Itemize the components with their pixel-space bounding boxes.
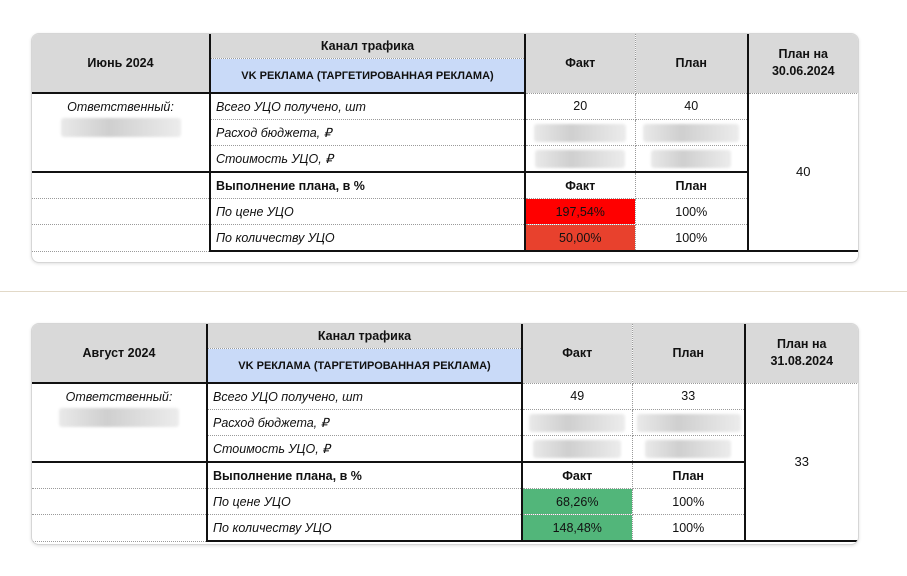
redacted-name (59, 408, 179, 427)
empty-cell (32, 489, 207, 515)
plan-on-label: План на (778, 47, 828, 62)
plan-date-header (745, 324, 858, 383)
period-title: Июнь 2024 (32, 34, 210, 93)
performance-header: Выполнение плана, в % (207, 462, 522, 489)
plan-value-redacted (635, 146, 748, 173)
perf-fact-value: 68,26% (522, 489, 632, 515)
perf-fact-header: Факт (522, 462, 632, 489)
report-card-june (31, 33, 859, 263)
plan-value-redacted (632, 410, 745, 436)
perf-fact-header: Факт (525, 172, 635, 199)
plan-total: 40 (748, 93, 858, 251)
plan-value-redacted (635, 120, 748, 146)
perf-plan-value: 100% (632, 489, 745, 515)
period-title: Август 2024 (32, 324, 207, 383)
redacted-name (61, 118, 181, 137)
row-label: Стоимость УЦО, ₽ (207, 436, 522, 463)
empty-cell (32, 515, 207, 542)
perf-row-label: По количеству УЦО (207, 515, 522, 542)
plan-header: План (635, 34, 748, 93)
row-label: Расход бюджета, ₽ (210, 120, 525, 146)
plan-on-date: 30.06.2024 (771, 64, 835, 79)
channel-name: VK РЕКЛАМА (ТАРГЕТИРОВАННАЯ РЕКЛАМА) (207, 349, 522, 384)
plan-total: 33 (745, 383, 858, 541)
report-table (32, 324, 859, 542)
plan-value: 33 (632, 383, 745, 410)
empty-cell (32, 199, 210, 225)
fact-header: Факт (522, 324, 632, 383)
fact-header: Факт (525, 34, 635, 93)
fact-value-redacted (522, 410, 632, 436)
row-label: Всего УЦО получено, шт (210, 93, 525, 120)
plan-value-redacted (632, 436, 745, 463)
responsible-cell (32, 383, 207, 462)
perf-fact-value: 50,00% (525, 225, 635, 252)
fact-value-redacted (525, 146, 635, 173)
perf-plan-header: План (635, 172, 748, 199)
perf-fact-value: 148,48% (522, 515, 632, 542)
perf-plan-value: 100% (635, 225, 748, 252)
responsible-label: Ответственный: (65, 390, 173, 404)
plan-header: План (632, 324, 745, 383)
empty-cell (32, 225, 210, 252)
row-label: Стоимость УЦО, ₽ (210, 146, 525, 173)
performance-header: Выполнение плана, в % (210, 172, 525, 199)
empty-cell (32, 172, 210, 199)
channel-header: Канал трафика (207, 324, 522, 349)
channel-header: Канал трафика (210, 34, 525, 59)
perf-plan-value: 100% (632, 515, 745, 542)
plan-value: 40 (635, 93, 748, 120)
channel-name: VK РЕКЛАМА (ТАРГЕТИРОВАННАЯ РЕКЛАМА) (210, 59, 525, 94)
plan-on-label: План на (777, 337, 827, 352)
fact-value: 49 (522, 383, 632, 410)
perf-plan-header: План (632, 462, 745, 489)
empty-cell (32, 462, 207, 489)
plan-date-header (748, 34, 858, 93)
perf-fact-value: 197,54% (525, 199, 635, 225)
responsible-cell (32, 93, 210, 172)
row-label: Расход бюджета, ₽ (207, 410, 522, 436)
section-divider (0, 291, 907, 292)
perf-row-label: По цене УЦО (210, 199, 525, 225)
row-label: Всего УЦО получено, шт (207, 383, 522, 410)
fact-value-redacted (525, 120, 635, 146)
responsible-label: Ответственный: (67, 100, 174, 114)
perf-row-label: По цене УЦО (207, 489, 522, 515)
plan-on-date: 31.08.2024 (770, 354, 834, 369)
fact-value: 20 (525, 93, 635, 120)
report-card-august (31, 323, 859, 545)
fact-value-redacted (522, 436, 632, 463)
perf-row-label: По количеству УЦО (210, 225, 525, 252)
perf-plan-value: 100% (635, 199, 748, 225)
report-table (32, 34, 859, 252)
